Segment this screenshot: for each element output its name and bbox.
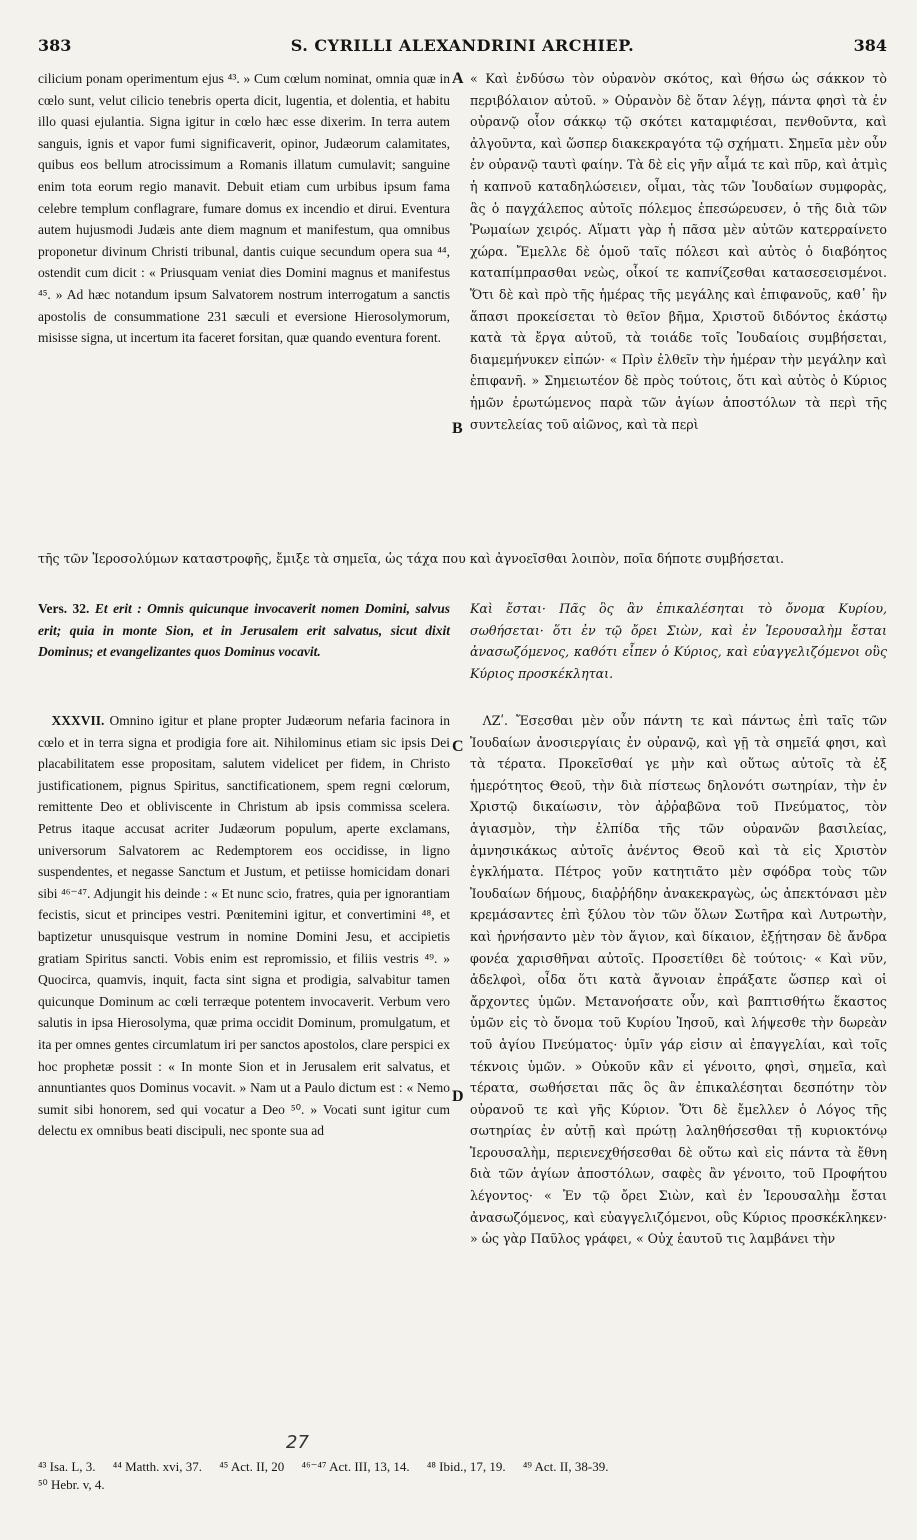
margin-letter-d: D [452,1088,464,1105]
footnote-line-2 [38,1476,887,1494]
greek-main-text: Ἔσεσθαι μὲν οὖν πάντη τε καὶ πάντως ἐπὶ ταῖς τῶν Ἰουδαίων ἀνοσιεργίαις ἐν οὐρανῷ, καὶ γῇ τὰ σημεῖά φησι, καὶ τὰ τέρατα. Προκεῖσθαί γε μὴν καὶ οὕτως αὐτοῖς τὰ ἐξ ἡμερότητος Θεοῦ, τὴν διὰ πίστεως δηλονότι σωτηρίαν, τὴν ἐν Χριστῷ δικαίωσιν, τὸν ἀῤῥαβῶνα τοῦ Πνεύματος, τὸν ἁγιασμὸν, τὴν ἐλπίδα τῆς τῶν οὐρανῶν βασιλείας, ἀμνησικάκως αὐτοῖς ἀνέντος Θεοῦ καὶ τὰ εἰς Χριστὸν ἐγκλήματα. Πέτρος γοῦν κατητιᾶτο μὲν σφόδρα τοὺς τῶν Ἰουδαίων δήμους, διαῤῥήδην ἀνακεκραγὼς, ὡς ἀπεκτόνασι μὲν κρεμάσαντες ἐπὶ ξύλου τὸν τῶν ὅλων Σωτῆρα καὶ Λυτρωτὴν, καὶ ἠρνήσαντο μὲν τὸν ἅγιον, καὶ δίκαιον, ἐξῄτησαν δὲ ἄνδρα φονέα χαρισθῆναι αὐτοῖς. Προσετίθει δὲ τούτοις· « Καὶ νῦν, ἀδελφοὶ, οἶδα ὅτι κατὰ ἄγνοιαν ἐπράξατε ὥσπερ καὶ οἱ ἄρχοντες ὑμῶν. Μετανοήσατε οὖν, καὶ βαπτισθήτω ἕκαστος ὑμῶν εἰς τὸ ὄνομα τοῦ Κυρίου Ἰησοῦ, καὶ λήψεσθε τὴν δωρεὰν τοῦ ἁγίου Πνεύματος· ὑμῖν γάρ εἰσιν αἱ ἐπαγγελίαι, καὶ τοῖς τέκνοις ὑμῶν. » Οὐκοῦν κἂν εἰ γένοιτο, φησὶ, σημεῖα, καὶ τέρατα, σωθήσεται πᾶς ὃς ἂν ἐπικαλέσηται δεσπότην τὸν οὐρανοῦ τε καὶ γῆς Κύριον. Ὅτι δὲ ἔμελλεν ὁ Λόγος τῆς σωτηρίας ἐν αὐτῇ καὶ πρώτῃ λαληθήσεσθαι τῇ κυριοκτόνῳ Ἱερουσαλὴμ, περιενεχθήσεσθαι δὲ οὕτω καὶ εἰς πάντα τὰ ἔθνη διὰ τῶν ἁγίων ἀποστόλων, σαφὲς ἂν γένοιτο, τοῦ Προφήτου λέγοντος· « Ἐν τῷ ὄρει Σιὼν, καὶ ἐν Ἱερουσαλὴμ ἔσται ἀνασωζόμενος, καὶ εὐαγγελιζόμενοι, οὓς Κύριος προσκέκληκεν· » ὡς γὰρ Παῦλος γράφει, « Οὐχ ἑαυτοῦ τις λαμβάνει τὴν [470,713,887,1247]
running-header [38,36,887,60]
margin-letter-b: B [452,420,463,437]
greek-column-main [470,710,887,1250]
footnote: ⁵⁰ Hebr. v, 4. [38,1477,105,1492]
latin-main-text: Omnino igitur et plane propter Judæorum nefaria facinora in cœlo et in terra signa et prodigia fore ait. Nihilominus etiam sic ipsis Dei placabilitatem esse propositam, salutem videlicet per fidem, in Christo justificationem, pignus Spiritus, sanctificationem, spem regni cœlorum, remittente Deo et obliviscente in Christum ab ipsis commissa scelera. Petrus itaque accusat acriter Judæorum populum, aperte exclamans, universorum Salvatorem ac Redemptorem eos occidisse, in ligno suspendentes, et negasse Sanctum et Justum, et petiisse homicidam donari sibi ⁴⁶⁻⁴⁷. Adjungit his deinde : « Et nunc scio, fratres, quia per ignorantiam fecistis, sicut et principes vestri. Pœnitemini igitur, et convertimini ⁴⁸, et baptizetur unusquisque vestrum in nomine Domini Jesu, et accipietis gratiam Spiritus sancti. Vobis enim est repromissio, et filiis vestris ⁴⁹. » Quocirca, quamvis, inquit, facta sint signa et prodigia, salvabitur tamen quicunque Dominum ac cœli terræque potentem invocaverit. Verbum vero salutis in ipsa Hierosolyma, quæ prima occidit Dominum, promulgatum, et ita per omnes gentes circumlatum iri per sanctos apostolos, clare perspici ex hoc prophetæ possit : « In monte Sion et in Jerusalem erit salvatus, et annuntiantes quos Dominus vocavit. » Nam ut a Paulo dictum est : « Nemo sumit sibi honorem, sed qui vocatur a Deo ⁵⁰. » Vocati sunt igitur cum delectu ex omnibus beati discipuli, nec sponte sua ad [38,713,450,1139]
latin-column-top [38,68,450,349]
footnote: ⁴⁶⁻⁴⁷ Act. III, 13, 14. [301,1459,410,1474]
verse-latin-block [38,598,450,663]
section-number-latin: XXXVII. [51,713,105,728]
margin-letter-c: C [452,738,464,755]
section-number-greek: ΛΖʹ. [482,713,508,728]
footnote: ⁴⁸ Ibid., 17, 19. [426,1459,506,1474]
verse-greek-block [470,598,887,684]
verse-greek-text: Καὶ ἔσται· Πᾶς ὃς ἂν ἐπικαλέσηται τὸ ὄνομα Κυρίου, σωθήσεται· ὅτι ἐν τῷ ὄρει Σιὼν, καὶ ἐν Ἱερουσαλὴμ ἔσται ἀνασωζόμενος, καθότι εἶπεν ὁ Κύριος, καὶ εὐαγγελιζόμενοι οὓς Κύριος προσκέκληται. [470,601,887,681]
running-title: S. CYRILLI ALEXANDRINI ARCHIEP. [290,36,635,55]
handwritten-note: 27 [286,1432,309,1453]
margin-letter-a: A [452,70,464,87]
footnote: ⁴⁵ Act. II, 20 [219,1459,285,1474]
verse-latin-text: Et erit : Omnis quicunque invocaverit nomen Domini, salvus erit; quia in monte Sion, et in Jerusalem erit salvatus, sicut dixit Dominus; et evangelizantes quos Dominus vocavit. [38,601,450,660]
footnote-line-1 [38,1458,887,1476]
greek-span-text: τῆς τῶν Ἱεροσολύμων καταστροφῆς, ἔμιξε τὰ σημεῖα, ὡς τάχα που καὶ ἀγνοεῖσθαι λοιπὸν, ποῖα δήποτε συμβήσεται. [38,551,785,566]
page-number-left: 383 [38,36,72,55]
greek-paragraph-top: « Καὶ ἐνδύσω τὸν οὐρανὸν σκότος, καὶ θήσω ὡς σάκκον τὸ περιβόλαιον αὐτοῦ. » Οὐρανὸν δὲ ὅταν λέγῃ, πάντα φησὶ τὰ ἐν οὐρανῷ οἷον σάκκῳ τῷ σκότει καταμφιέσαι, πενθοῦντα, καὶ ἀλγοῦντα, καὶ ὥσπερ διακεκραγότα τῷ σχήματι. Σημεῖα μὲν οὖν ἐν οὐρανῷ ταυτὶ φαίην. Τὰ δὲ εἰς γῆν αἷμά τε καὶ πῦρ, καὶ ἀτμὶς ἡ καπνοῦ καταδηλώσειεν, οἶμαι, τὰς τῶν Ἰουδαίων συμφορὰς, ἃς ὁ παγχάλεπος αὐτοῖς πόλεμος ἐπεσώρευσεν, ὁ τῆς διὰ τῶν Ῥωμαίων χειρός. Αἵματι γὰρ ἡ πᾶσα μὲν αὐτῶν κατερραίνετο χώρα. Ἔμελλε δὲ ὁμοῦ ταῖς πόλεσι καὶ αὐτὸς ὁ διαβόητος καταπίμπρασθαι νεὼς, οἶκοί τε καπνίζεσθαι κατασεσεισμένοι. Ὅτι δὲ καὶ πρὸ τῆς ἡμέρας τῆς μεγάλης καὶ ἐπιφανοῦς, καθ᾽ ἣν ἅπασι προκείσεται τὸ θεῖον βῆμα, Χριστοῦ διδόντος ἑκάστῳ κατὰ τὰ ἔργα αὐτοῦ, τὰ τοιάδε τοῖς Ἰουδαίοις συμβήσεται, διαμεμήνυκεν εἰπών· « Πρὶν ἐλθεῖν τὴν ἡμέραν τὴν μεγάλην καὶ ἐπιφανῆ. » Σημειωτέον δὲ πρὸς τούτοις, ὅτι καὶ αὐτὸς ὁ Κύριος ἡμῶν ἐρωτώμενος παρὰ τῶν ἁγίων ἀποστόλων τὰ περὶ τῆς συντελείας τοῦ αἰῶνος, καὶ τὰ περὶ [470,71,887,432]
verse-label: Vers. 32. [38,601,90,616]
footnotes [38,1458,887,1494]
greek-column-top [470,68,887,435]
latin-column-main [38,710,450,1142]
greek-full-width-line [38,548,887,570]
page-number-right: 384 [853,36,887,55]
footnote: ⁴⁹ Act. II, 38-39. [522,1459,609,1474]
footnote: ⁴³ Isa. L, 3. [38,1459,96,1474]
footnote: ⁴⁴ Matth. xvi, 37. [112,1459,203,1474]
latin-paragraph-top: cilicium ponam operimentum ejus ⁴³. » Cum cœlum nominat, omnia quæ in cœlo sunt, velut cilicio tenebris operta dicit, lugentia, et dolentia, et habitu illo quasi ejulantia. Signa igitur in cœlo hæc esse dixerim. In terra autem sanguis, ignis et vapor fumi significaverit, opinor, Judæorum calamitates, quibus eos bellum atrocissimum a Romanis illatum cumulavit; sanguine enim tota eorum regio manavit. Debuit etiam cum urbibus ipsum fama celebre templum conflagrare, fumare domus ex incendio et dirui. Eventura autem hujusmodi Judæis ante diem magnum et manifestum, qua omnibus proponetur divinum Christi tribunal, dantis cuique secundum opera sua ⁴⁴, ostendit cum dicit : « Priusquam veniat dies Domini magnus et manifestus ⁴⁵. » Ad hæc notandum ipsum Salvatorem nostrum interrogatum a sanctis apostolis de consummatione 231 sæculi et eversione Hierosolymorum, misisse signa, ut incertum ita faceret forsitan, quæ quando eventura forent. [38,71,450,346]
